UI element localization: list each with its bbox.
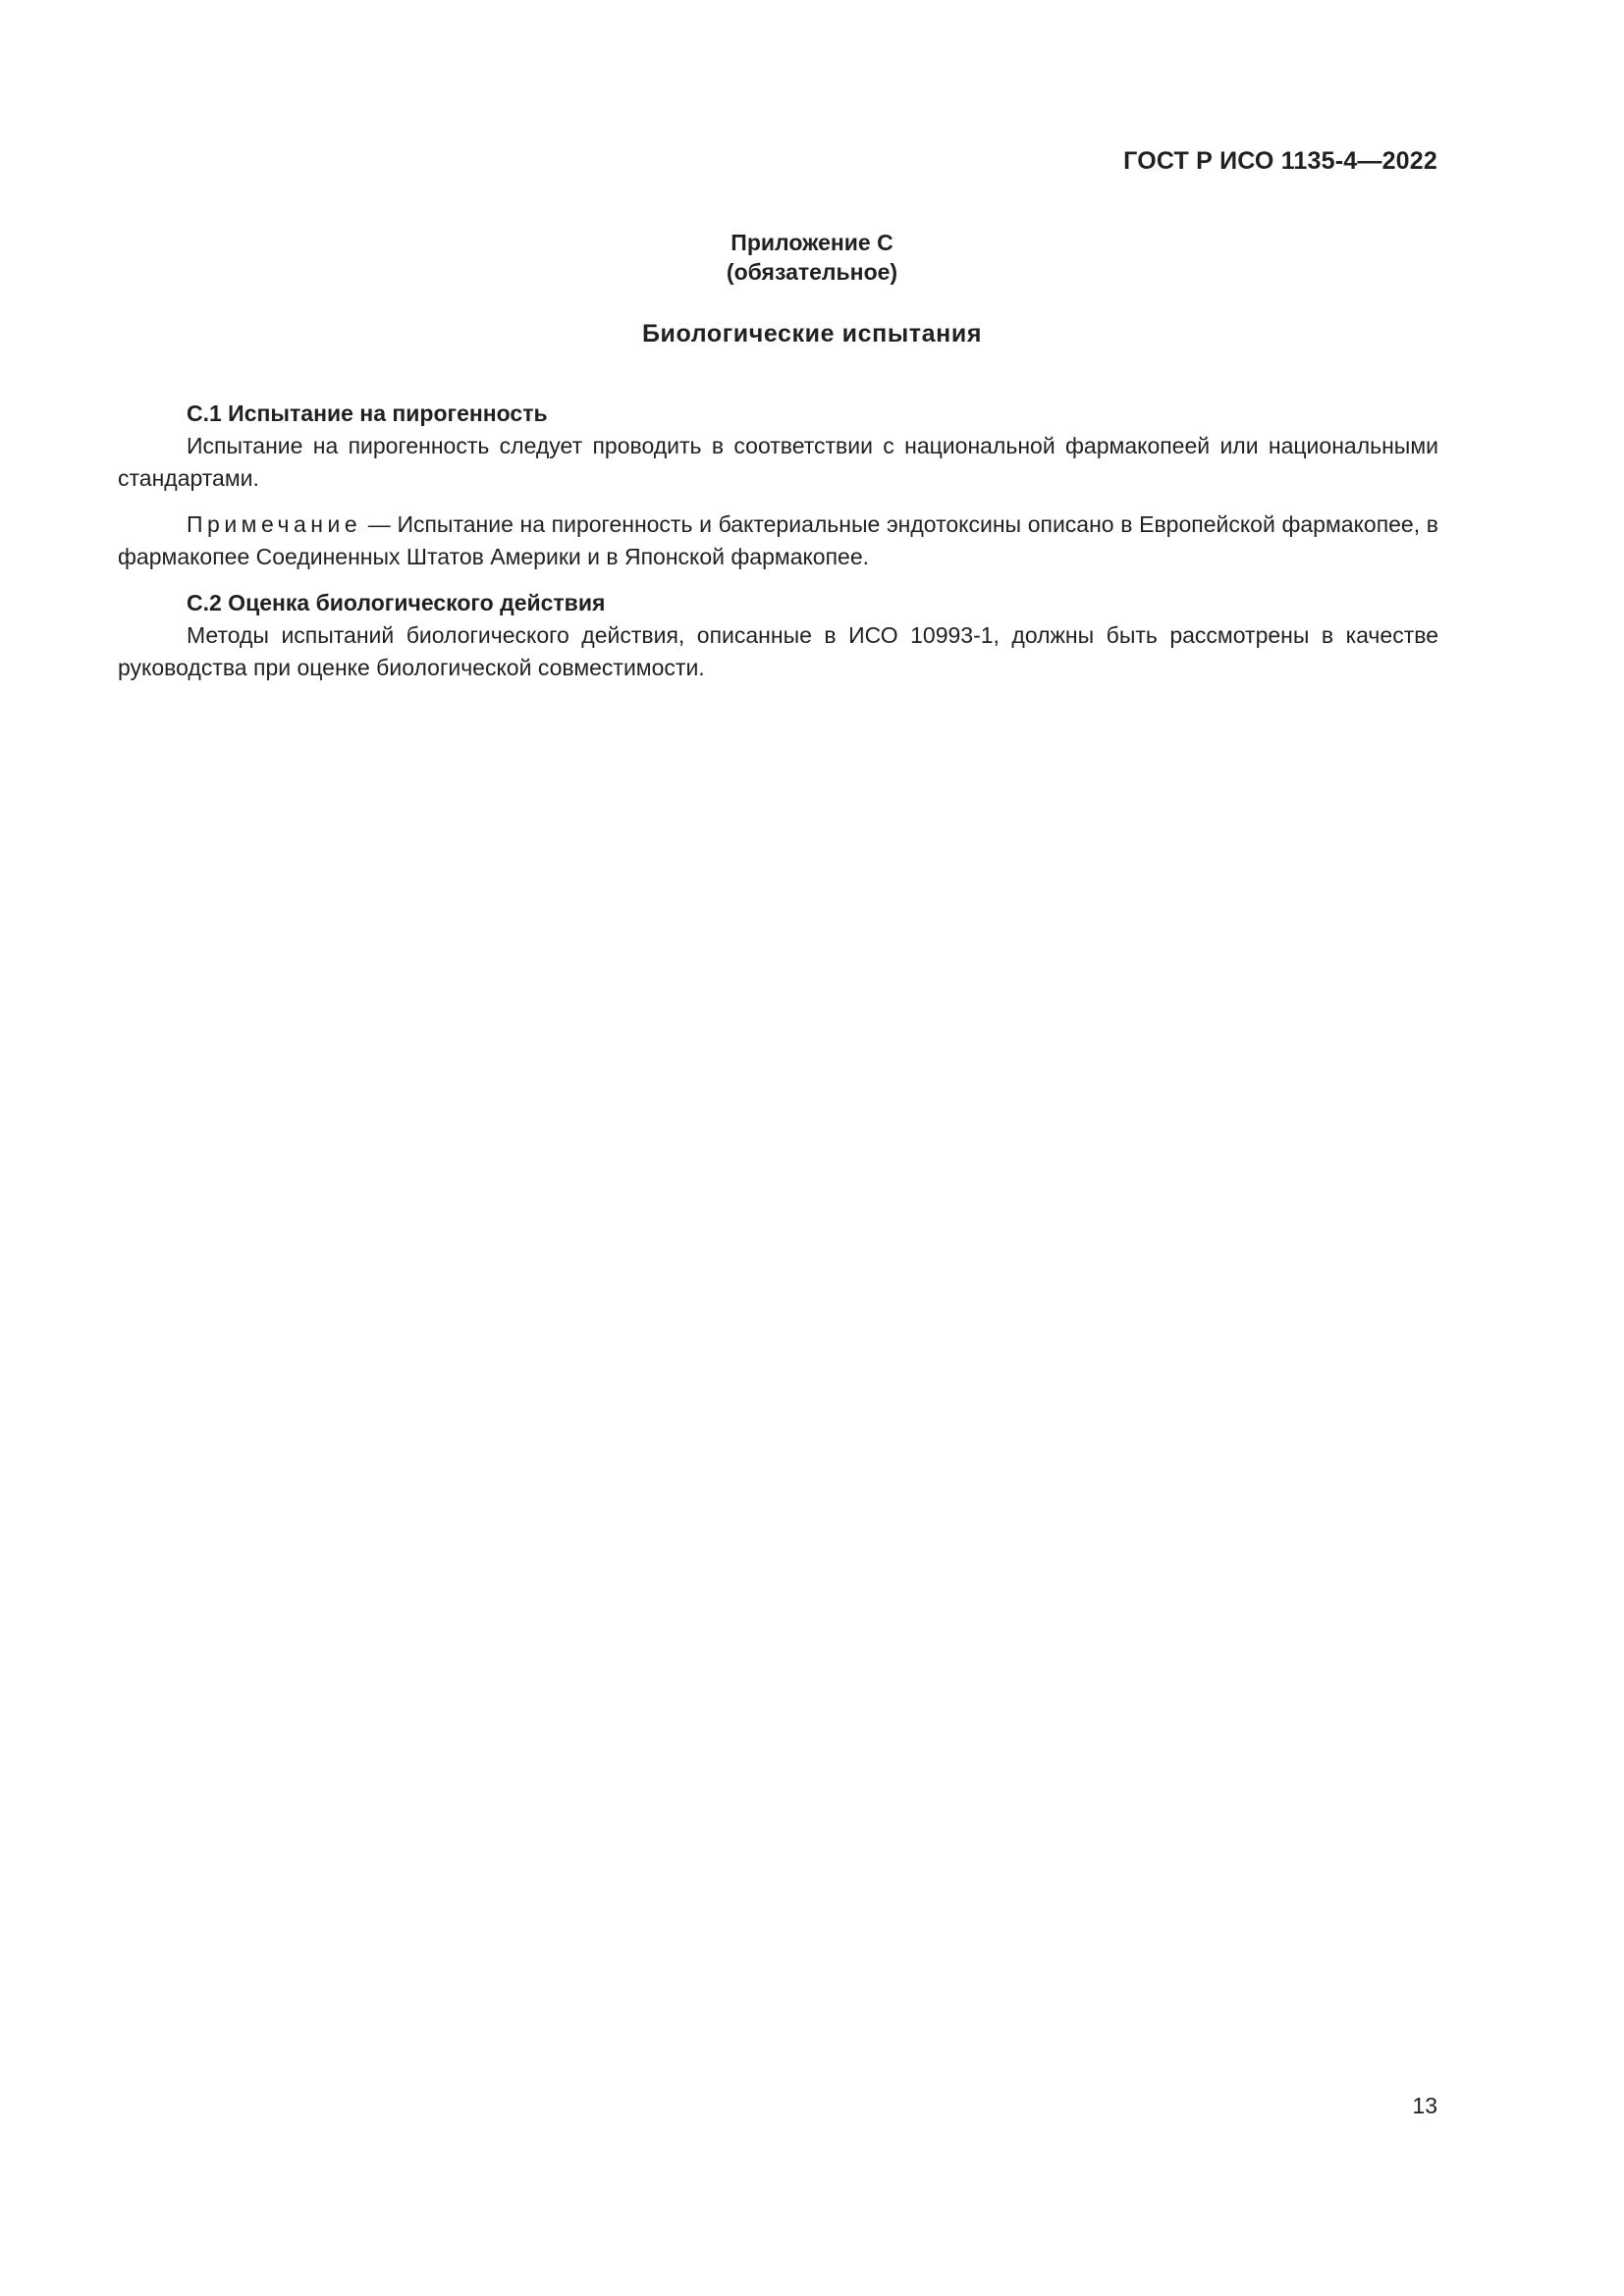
note-text: — Испытание на пирогенность и бактериальные эндотоксины описано в Европейской фармакопее, в фармакопее Соединенных Штатов Америки и в Японской фармакопее. (118, 511, 1438, 569)
page-number: 13 (1412, 2093, 1437, 2118)
annex-label: Приложение С (731, 230, 893, 255)
section-c2-heading: С.2 Оценка биологического действия (187, 590, 606, 615)
annex-content (118, 398, 1438, 684)
section-c2-paragraph: Методы испытаний биологического действия, описанные в ИСО 10993-1, должны быть рассмотрены в качестве руководства при оценке биологической совместимости. (118, 622, 1438, 680)
annex-status: (обязательное) (726, 259, 898, 285)
standard-id-header: ГОСТ Р ИСО 1135-4—2022 (1123, 147, 1437, 175)
annex-designation (0, 228, 1624, 287)
annex-title: Биологические испытания (641, 320, 983, 347)
section-c1-heading: С.1 Испытание на пирогенность (187, 400, 548, 426)
section-c1-note (118, 508, 1438, 573)
section-c1-paragraph: Испытание на пирогенность следует проводить в соответствии с национальной фармакопеей или национальными стандартами. (118, 433, 1438, 491)
note-label: Примечание (187, 511, 362, 537)
